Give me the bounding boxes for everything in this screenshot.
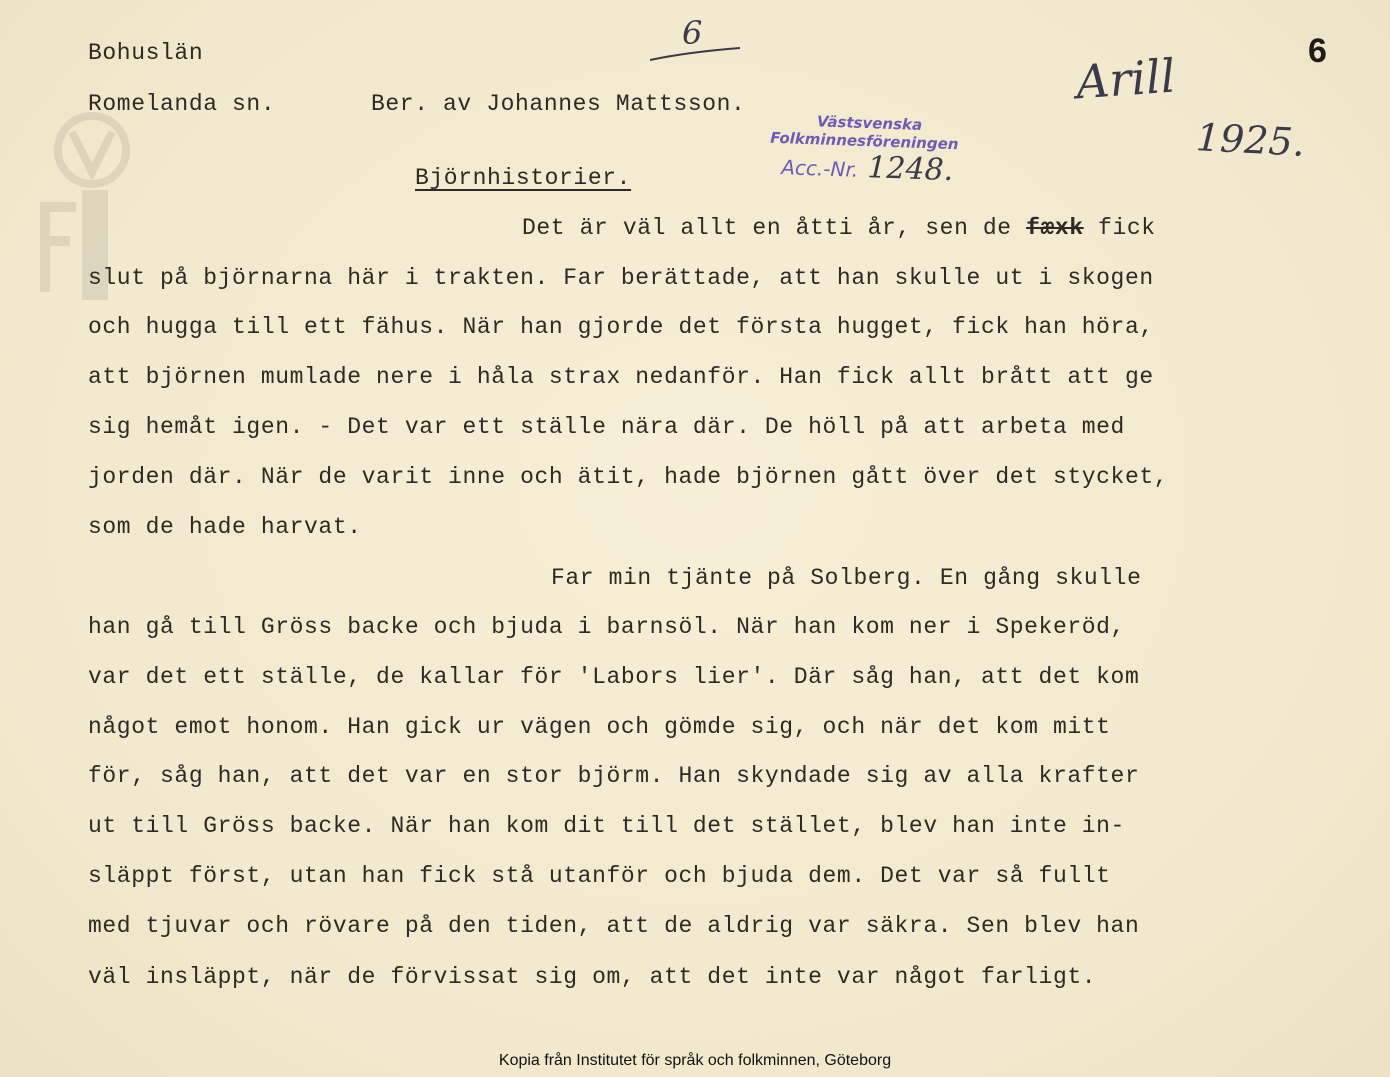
paragraph-1-line: slut på björnarna här i trakten. Far berättade, att han skulle ut i skogen: [88, 265, 1154, 291]
p1-struck-word: fæxk: [1026, 215, 1084, 241]
paragraph-1-first-line: [522, 215, 1156, 241]
archive-stamp: [769, 111, 960, 189]
document-title: Björnhistorier.: [415, 165, 632, 191]
parish-label: Romelanda sn.: [88, 91, 276, 117]
paragraph-2-line: för, såg han, att det var en stor björm. Han skyndade sig av alla krafter: [88, 763, 1140, 789]
stamp-line-1: Västsvenska: [816, 112, 923, 135]
paragraph-2-line: ut till Gröss backe. När han kom dit till det stället, blev han inte in-: [88, 813, 1125, 839]
p1-first-line-before: Det är väl allt en åtti år, sen de: [522, 215, 1027, 241]
paragraph-1-line: som de hade harvat.: [88, 514, 362, 540]
paragraph-2-line: släppt först, utan han fick stå utanför och bjuda dem. Det var så fullt: [88, 863, 1111, 889]
paragraph-1-line: jorden där. När de varit inne och ätit, hade björnen gått över det stycket,: [88, 464, 1169, 490]
paragraph-1-line: sig hemåt igen. - Det var ett ställe nära där. De höll på att arbeta med: [88, 414, 1125, 440]
paragraph-1-line: och hugga till ett fähus. När han gjorde det första hugget, fick han höra,: [88, 314, 1154, 340]
paragraph-2-line: han gå till Gröss backe och bjuda i barnsöl. När han kom ner i Spekeröd,: [88, 614, 1125, 640]
paragraph-2-line: väl insläppt, när de förvissat sig om, att det inte var något farligt.: [88, 964, 1097, 990]
paragraph-1-line: att björnen mumlade nere i håla strax nedanför. Han fick allt brått att ge: [88, 364, 1154, 390]
paragraph-2-line: något emot honom. Han gick ur vägen och gömde sig, och när det kom mitt: [88, 714, 1111, 740]
handwritten-page-mark: 6: [682, 14, 703, 52]
reporter-label: Ber. av Johannes Mattsson.: [371, 91, 746, 117]
copy-notice-footer: Kopia från Institutet för språk och folkminnen, Göteborg: [498, 1052, 892, 1069]
stamp-acc-label: Acc.-Nr.: [780, 155, 859, 182]
province-label: Bohuslän: [88, 40, 204, 66]
paragraph-2-first-line: Far min tjänte på Solberg. En gång skulle: [551, 565, 1142, 591]
p1-first-line-after: fick: [1083, 215, 1156, 241]
paragraph-2-line: med tjuvar och rövare på den tiden, att de aldrig var säkra. Sen blev han: [88, 913, 1140, 939]
paragraph-2-line: var det ett ställe, de kallar för 'Labors lier'. Där såg han, att det kom: [88, 664, 1140, 690]
handwritten-year: 1925.: [1194, 115, 1306, 165]
handwritten-signature: Arill: [1074, 48, 1178, 110]
page-mark-underline: [648, 40, 744, 66]
page-number: 6: [1308, 32, 1327, 70]
stamp-line-2: Folkminnesföreningen: [770, 128, 959, 154]
stamp-acc-number: 1248.: [866, 150, 954, 189]
